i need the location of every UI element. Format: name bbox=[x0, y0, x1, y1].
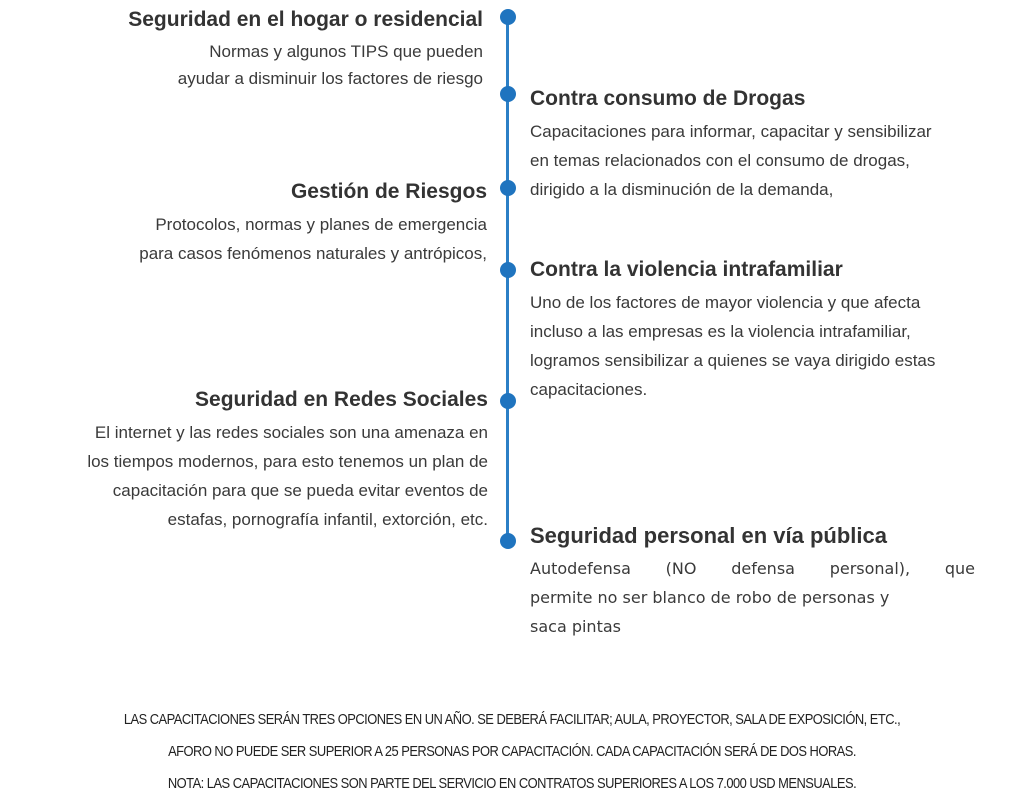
timeline-item-drogas bbox=[530, 87, 1000, 204]
timeline-dot-1 bbox=[500, 9, 516, 25]
timeline-item-redes bbox=[8, 388, 488, 534]
footer-line: LAS CAPACITACIONES SERÁN TRES OPCIONES EN UN AÑO. SE DEBERÁ FACILITAR; AULA, PROYECTOR, SALA DE EXPOSICIÓN, ETC., bbox=[123, 711, 901, 728]
timeline-dot-3 bbox=[500, 180, 516, 196]
item-description: Uno de los factores de mayor violencia y que afecta incluso a las empresas es la violencia intrafamiliar, logramos sensibilizar a quienes se vaya dirigido estas capacitaciones. bbox=[530, 293, 936, 399]
item-description: Protocolos, normas y planes de emergencia para casos fenómenos naturales y antrópicos, bbox=[139, 215, 487, 263]
footer-note bbox=[72, 704, 953, 800]
item-description: El internet y las redes sociales son una amenaza en los tiempos modernos, para esto tenemos un plan de capacitación para que se pueda evitar eventos de estafas, pornografía infantil, extorción, etc. bbox=[87, 423, 488, 529]
timeline-dot-2 bbox=[500, 86, 516, 102]
timeline-dot-4 bbox=[500, 262, 516, 278]
timeline-dot-6 bbox=[500, 533, 516, 549]
item-title: Contra la violencia intrafamiliar bbox=[530, 258, 843, 281]
item-title: Seguridad en Redes Sociales bbox=[195, 388, 488, 411]
timeline-item-riesgos bbox=[7, 180, 487, 268]
timeline-item-via-publica bbox=[530, 524, 975, 641]
item-title: Contra consumo de Drogas bbox=[530, 87, 806, 110]
footer-line: AFORO NO PUEDE SER SUPERIOR A 25 PERSONAS POR CAPACITACIÓN. CADA CAPACITACIÓN SERÁ DE DOS HORAS. bbox=[168, 743, 856, 760]
item-description: Autodefensa (NO defensa personal), que permite no ser blanco de robo de personas y saca pintas bbox=[530, 559, 975, 636]
timeline-item-hogar bbox=[3, 8, 483, 92]
timeline-item-violencia bbox=[530, 258, 1015, 404]
item-title: Gestión de Riesgos bbox=[290, 180, 487, 203]
item-title: Seguridad personal en vía pública bbox=[530, 523, 887, 548]
item-description: Capacitaciones para informar, capacitar y sensibilizar en temas relacionados con el consumo de drogas, dirigido a la disminución de la demanda, bbox=[530, 122, 932, 199]
timeline-dot-5 bbox=[500, 393, 516, 409]
item-description: Normas y algunos TIPS que pueden ayudar a disminuir los factores de riesgo bbox=[177, 42, 483, 88]
footer-line: NOTA: LAS CAPACITACIONES SON PARTE DEL SERVICIO EN CONTRATOS SUPERIORES A LOS 7.000 USD MENSUALES. bbox=[167, 775, 857, 792]
item-title: Seguridad en el hogar o residencial bbox=[128, 8, 483, 31]
